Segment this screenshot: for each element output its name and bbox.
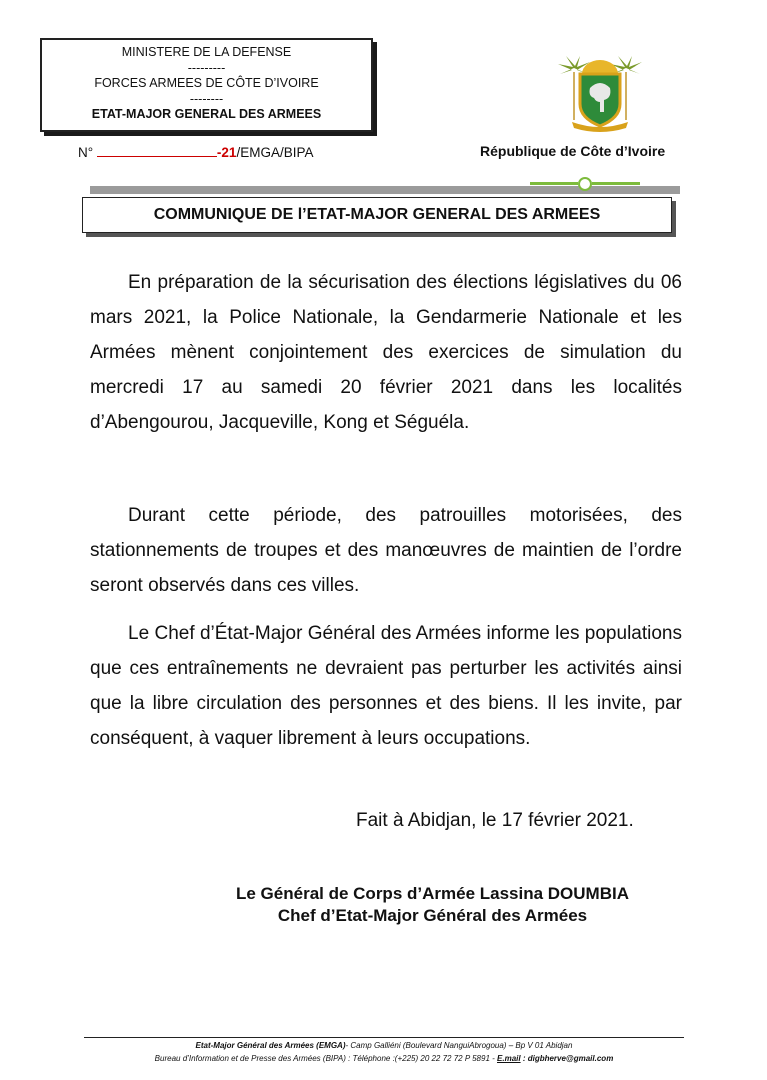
forces-label: FORCES ARMEES DE CÔTE D’IVOIRE (94, 76, 319, 90)
footer-email-label: E.mail (497, 1054, 521, 1063)
reference-suffix: /EMGA/BIPA (236, 145, 314, 160)
signature-name: Le Général de Corps d’Armée Lassina DOUMBIA (236, 884, 629, 903)
footer-divider (84, 1037, 684, 1038)
footer-address-rest: - Camp Galliéni (Boulevard NanguiAbrogoua) – Bp V 01 Abidjan (345, 1041, 573, 1050)
footer-contact-start: Bureau d’Information et de Presse des Armées (BIPA) : Téléphone :(+225) 20 22 72 72 P 5891 - (154, 1054, 498, 1063)
body-paragraph-2: Durant cette période, des patrouilles motorisées, des stationnements de troupes et des manœuvres de maintien de l’ordre seront observés dans ces villes. (90, 505, 682, 596)
signature-title: Chef d’Etat-Major Général des Armées (277, 906, 588, 925)
reference-number (78, 144, 313, 160)
footer-org-name: Etat-Major Général des Armées (EMGA) (195, 1041, 346, 1050)
body-paragraph-3: Le Chef d’État-Major Général des Armées informe les populations que ces entraînements ne devraient pas perturber les activités ainsi que la libre circulation des personnes et des biens. Il les invite, par conséquent, à vaquer librement à leurs occupations. (90, 623, 682, 749)
header-box (40, 38, 373, 132)
footer-email: : digbherve@gmail.com (520, 1054, 614, 1063)
reference-number-value: -21 (216, 145, 237, 160)
footer-address (84, 1041, 684, 1050)
communique-title: COMMUNIQUE DE l’ETAT-MAJOR GENERAL DES ARMEES (82, 197, 672, 233)
reference-blank-line (97, 144, 217, 157)
reference-prefix: N° (78, 145, 94, 160)
footer-contact (84, 1054, 684, 1063)
republic-label: République de Côte d’Ivoire (480, 143, 666, 159)
ministry-label: MINISTERE DE LA DEFENSE (121, 45, 292, 59)
coat-of-arms-icon (552, 50, 648, 132)
header-dashes-1: --------- (187, 60, 226, 75)
etat-major-label: ETAT-MAJOR GENERAL DES ARMEES (91, 107, 322, 121)
ornament-icon (530, 176, 640, 194)
place-date: Fait à Abidjan, le 17 février 2021. (356, 810, 634, 831)
header-dashes-2: -------- (189, 91, 224, 106)
body-paragraph-1: En préparation de la sécurisation des élections législatives du 06 mars 2021, la Police Nationale, la Gendarmerie Nationale et les Armées mènent conjointement des exercices de simulation du mercredi 17 au samedi 20 février 2021 dans les localités d’Abengourou, Jacqueville, Kong et Séguéla. (90, 272, 682, 433)
